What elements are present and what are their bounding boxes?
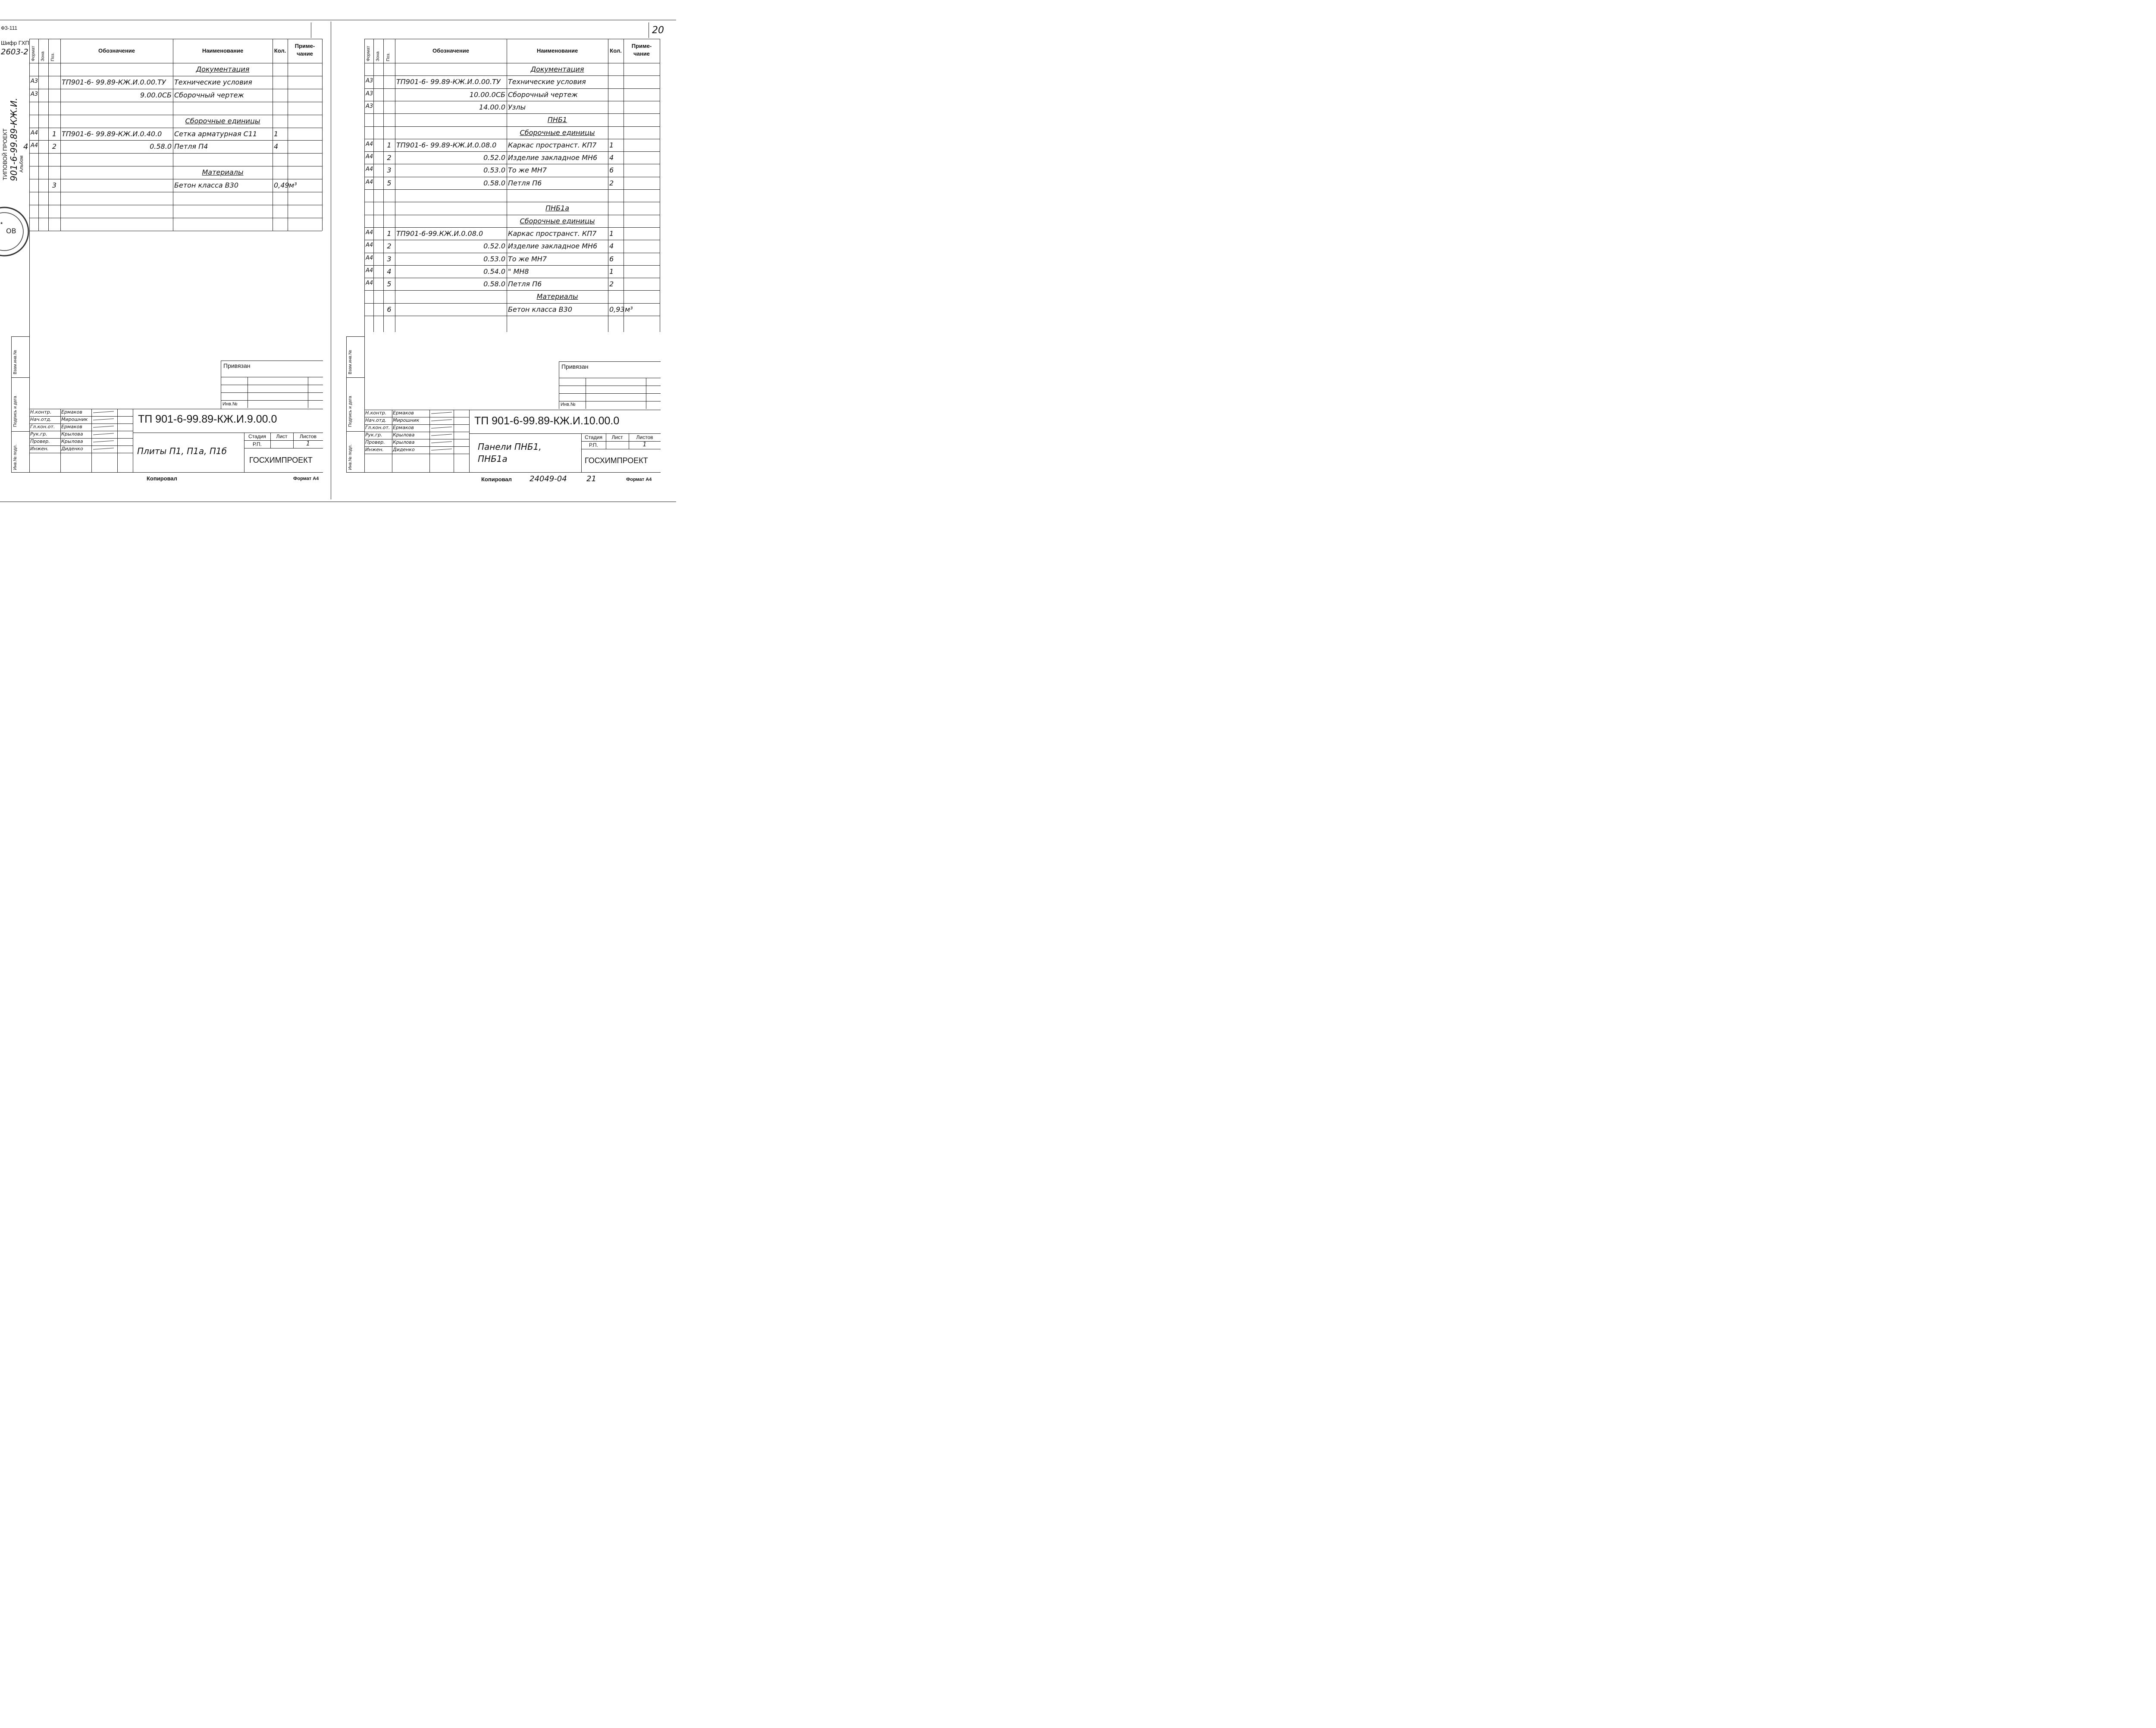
left-copied: Копировал xyxy=(147,475,177,482)
right-cell-qty: 2 xyxy=(609,179,614,187)
left-cell-note: м³ xyxy=(289,181,297,190)
left-staff-signature xyxy=(93,411,114,413)
left-cell-designation: 0.58.0 xyxy=(150,142,172,151)
right-cell-qty: 4 xyxy=(609,154,614,162)
right-cell-name: Бетон класса В30 xyxy=(508,305,572,314)
right-cell-designation: 0.54.0 xyxy=(483,267,505,276)
right-cell-name: Сборочные единицы xyxy=(520,128,595,137)
right-cell-format: А4 xyxy=(366,229,373,236)
right-cell-pos: 6 xyxy=(387,305,392,314)
left-staff-signature xyxy=(93,440,114,442)
r-hdr-zone: Зона xyxy=(376,51,380,61)
right-cell-qty: 1 xyxy=(609,141,614,149)
right-cell-designation: ТП901-6-99.КЖ.И.0.08.0 xyxy=(396,229,483,238)
right-cell-qty: 6 xyxy=(609,166,614,175)
right-cell-designation: ТП901-6- 99.89-КЖ.И.0.08.0 xyxy=(396,141,497,149)
right-staff-role: Гл.кон.от. xyxy=(365,425,390,430)
left-cell-name: Сборочные единицы xyxy=(185,116,260,125)
right-cell-designation: 10.00.0СБ xyxy=(469,90,505,99)
right-cell-designation: 0.58.0 xyxy=(483,179,505,187)
page-number: 20 xyxy=(652,25,664,36)
left-stage-label: Стадия xyxy=(248,433,266,439)
right-cell-format: А3 xyxy=(366,90,373,97)
left-cell-pos: 1 xyxy=(52,129,57,138)
right-cell-name: То же МН7 xyxy=(508,166,547,175)
left-sheets-label: Листов xyxy=(300,433,317,439)
project-value: 901-6-99.89-КЖ.И. xyxy=(9,97,19,181)
right-cell-name: Сборочные единицы xyxy=(520,216,595,225)
right-cell-format: А4 xyxy=(366,254,373,261)
left-cell-name: Сетка арматурная С11 xyxy=(174,129,257,138)
hdr-qty: Кол. xyxy=(274,47,286,54)
left-staff-person: Ермаков xyxy=(61,424,82,430)
left-staff-signature xyxy=(93,433,114,435)
album-label: Альбом xyxy=(19,155,24,172)
right-side-vz: Взам.инв.№ xyxy=(348,350,353,374)
left-cell-format: А4 xyxy=(31,142,38,149)
right-stage: Р.П. xyxy=(589,442,599,448)
right-cell-pos: 1 xyxy=(387,229,392,238)
hdr-note: Приме-чание xyxy=(295,43,315,57)
right-staff-role: Нач.отд. xyxy=(365,417,387,423)
r-hdr-note: Приме-чание xyxy=(631,43,652,57)
left-cell-name: Материалы xyxy=(202,168,244,177)
right-cell-note: м³ xyxy=(625,305,633,314)
left-staff-signature xyxy=(93,426,114,427)
right-side-sign: Подпись и дата xyxy=(348,396,353,427)
right-cell-format: А4 xyxy=(366,242,373,249)
right-staff-role: Н.контр. xyxy=(365,410,387,416)
right-cell-pos: 5 xyxy=(387,280,392,289)
right-cell-designation: 0.52.0 xyxy=(483,242,505,251)
right-staff-signature xyxy=(431,434,452,436)
right-cell-pos: 2 xyxy=(387,242,392,251)
right-staff-signature xyxy=(431,427,452,428)
right-cell-designation: ТП901-6- 99.89-КЖ.И.0.00.ТУ xyxy=(396,78,501,86)
right-cell-pos: 2 xyxy=(387,154,392,162)
left-inv-label: Инв.№ xyxy=(222,401,238,407)
left-cell-qty: 0,49 xyxy=(274,181,289,190)
right-copy-number: 24049-04 xyxy=(530,474,567,483)
hdr-zone: Зона xyxy=(41,51,45,61)
svg-text:★: ★ xyxy=(0,221,3,225)
hdr-pos: Поз. xyxy=(50,53,55,61)
right-cell-qty: 2 xyxy=(609,280,614,289)
right-cell-designation: 0.58.0 xyxy=(483,280,505,289)
right-staff-role: Инжен. xyxy=(365,447,384,452)
right-cell-format: А4 xyxy=(366,166,373,173)
left-cell-format: А4 xyxy=(31,129,38,136)
right-cell-format: А3 xyxy=(366,78,373,85)
right-staff-person: Ермаков xyxy=(393,425,414,430)
left-staff-signature xyxy=(93,448,114,449)
right-cell-name: Узлы xyxy=(508,103,526,111)
r-hdr-format: Формат xyxy=(366,46,371,61)
right-sheets: 1 xyxy=(642,441,647,448)
right-cell-qty: 6 xyxy=(609,254,614,263)
right-cell-name: Изделие закладное МН6 xyxy=(508,154,598,162)
right-cell-format: А4 xyxy=(366,141,373,147)
right-cell-designation: 14.00.0 xyxy=(479,103,505,111)
left-title: Плиты П1, П1а, П1б xyxy=(137,446,227,456)
right-cell-qty: 0,93 xyxy=(609,305,625,314)
right-staff-signature xyxy=(431,448,452,450)
left-cell-name: Технические условия xyxy=(174,78,252,86)
project-label: ТИПОВОЙ ПРОЕКТ xyxy=(2,128,8,180)
right-cell-qty: 1 xyxy=(609,229,614,238)
right-staff-person: Мирошник xyxy=(393,417,420,423)
right-cell-qty: 1 xyxy=(609,267,614,276)
right-staff-signature xyxy=(431,412,452,414)
right-cell-pos: 3 xyxy=(387,254,392,263)
right-staff-person: Крылова xyxy=(393,432,415,438)
r-hdr-designation: Обозначение xyxy=(432,47,469,54)
left-cell-name: Сборочный чертеж xyxy=(174,91,244,99)
right-cell-format: А3 xyxy=(366,103,373,110)
right-cell-name: Сборочный чертеж xyxy=(508,90,578,99)
left-cell-pos: 3 xyxy=(52,181,57,190)
left-bound-label: Привязан xyxy=(223,362,251,369)
left-staff-role: Нач.отд. xyxy=(30,417,52,422)
right-bound-label: Привязан xyxy=(561,363,589,370)
right-cell-designation: 0.53.0 xyxy=(483,166,505,175)
right-cell-name: Технические условия xyxy=(508,78,586,86)
right-title: Панели ПНБ1, ПНБ1а xyxy=(478,442,542,464)
right-cell-name: То же МН7 xyxy=(508,254,547,263)
left-cell-designation: ТП901-6- 99.89-КЖ.И.0.40.0 xyxy=(62,129,162,138)
right-cell-name: Петля П6 xyxy=(508,280,542,289)
right-cell-pos: 1 xyxy=(387,141,392,149)
left-staff-person: Крылова xyxy=(61,431,83,437)
left-side-inv: Инв.№ подл. xyxy=(13,444,18,470)
stamp-seal xyxy=(0,199,30,264)
left-staff-role: Н.контр. xyxy=(30,409,52,415)
left-staff-role: Гл.кон.от. xyxy=(30,424,55,430)
right-staff-person: Ермаков xyxy=(393,410,414,416)
right-side-inv: Инв.№ подл. xyxy=(348,444,353,470)
right-cell-format: А4 xyxy=(366,267,373,274)
hdr-format: Формат xyxy=(31,46,36,61)
left-staff-person: Мирошник xyxy=(61,417,88,422)
left-staff-person: Крылова xyxy=(61,439,83,444)
hdr-name: Наименование xyxy=(202,47,244,54)
right-sheets-label: Листов xyxy=(636,434,653,440)
left-stage: Р.П. xyxy=(252,441,262,447)
left-doc-code: ТП 901-6-99.89-КЖ.И.9.00.0 xyxy=(138,413,277,425)
right-format: Формат А4 xyxy=(626,477,652,482)
right-cell-name: Петля П6 xyxy=(508,179,542,187)
right-cell-name: ПНБ1а xyxy=(545,204,570,213)
right-cell-qty: 4 xyxy=(609,242,614,251)
right-cell-name: Каркас пространст. КП7 xyxy=(508,229,597,238)
right-cell-name: Изделие закладное МН6 xyxy=(508,242,598,251)
left-staff-role: Рук.гр. xyxy=(30,431,47,437)
right-cell-pos: 4 xyxy=(387,267,392,276)
left-cell-qty: 1 xyxy=(274,129,279,138)
right-org: ГОСХИМПРОЕКТ xyxy=(585,456,648,465)
right-cell-pos: 3 xyxy=(387,166,392,175)
left-staff-role: Инжен. xyxy=(30,446,49,452)
right-staff-signature xyxy=(431,419,452,421)
right-cell-name: Каркас пространст. КП7 xyxy=(508,141,597,149)
right-staff-role: Рук.гр. xyxy=(365,432,382,438)
right-cell-name: ПНБ1 xyxy=(547,116,567,124)
right-staff-role: Провер. xyxy=(365,439,385,445)
left-org: ГОСХИМПРОЕКТ xyxy=(249,456,313,464)
right-cell-name: Материалы xyxy=(536,292,578,301)
right-copied: Копировал xyxy=(481,476,512,483)
left-sheet-label: Лист xyxy=(276,433,288,439)
right-copy-sheet: 21 xyxy=(586,474,596,483)
album-value: 4 xyxy=(23,142,28,151)
left-staff-person: Диденко xyxy=(61,446,83,452)
left-cell-name: Петля П4 xyxy=(174,142,208,151)
right-cell-name: " МН8 xyxy=(508,267,529,276)
right-staff-person: Диденко xyxy=(393,447,415,452)
r-hdr-qty: Кол. xyxy=(610,47,622,54)
left-cell-name: Бетон класса В30 xyxy=(174,181,238,190)
svg-text:OB: OB xyxy=(6,227,16,235)
left-staff-person: Ермаков xyxy=(61,409,82,415)
right-cell-name: Документация xyxy=(530,65,584,73)
left-staff-role: Провер. xyxy=(30,439,50,444)
left-cell-pos: 2 xyxy=(52,142,57,151)
right-cell-format: А4 xyxy=(366,154,373,160)
sheet-ref: Ф3-111 xyxy=(1,25,18,31)
left-side-vz: Взам.инв.№ xyxy=(13,350,18,374)
code-label: Шифр ГХП xyxy=(1,40,29,46)
left-format: Формат А4 xyxy=(293,476,319,481)
right-staff-person: Крылова xyxy=(393,439,415,445)
right-cell-format: А4 xyxy=(366,280,373,287)
right-cell-designation: 0.52.0 xyxy=(483,154,505,162)
code-value: 2603-2 xyxy=(1,47,28,56)
left-side-sign: Подпись и дата xyxy=(13,396,18,427)
right-stage-label: Стадия xyxy=(585,434,602,440)
right-doc-code: ТП 901-6-99.89-КЖ.И.10.00.0 xyxy=(474,415,620,427)
right-cell-designation: 0.53.0 xyxy=(483,254,505,263)
left-sheets: 1 xyxy=(306,440,310,447)
hdr-designation: Обозначение xyxy=(98,47,135,54)
left-cell-qty: 4 xyxy=(274,142,279,151)
left-staff-signature xyxy=(93,418,114,420)
right-sheet-label: Лист xyxy=(611,434,623,440)
right-staff-signature xyxy=(431,441,452,443)
left-cell-format: А3 xyxy=(31,78,38,85)
left-cell-designation: 9.00.0СБ xyxy=(140,91,172,99)
left-cell-name: Документация xyxy=(196,65,250,73)
left-cell-designation: ТП901-6- 99.89-КЖ.И.0.00.ТУ xyxy=(62,78,166,86)
r-hdr-pos: Поз. xyxy=(386,53,391,61)
left-cell-format: А3 xyxy=(31,91,38,97)
r-hdr-name: Наименование xyxy=(536,47,578,54)
right-inv-label: Инв.№ xyxy=(561,402,576,407)
right-cell-format: А4 xyxy=(366,179,373,185)
right-cell-pos: 5 xyxy=(387,179,392,187)
